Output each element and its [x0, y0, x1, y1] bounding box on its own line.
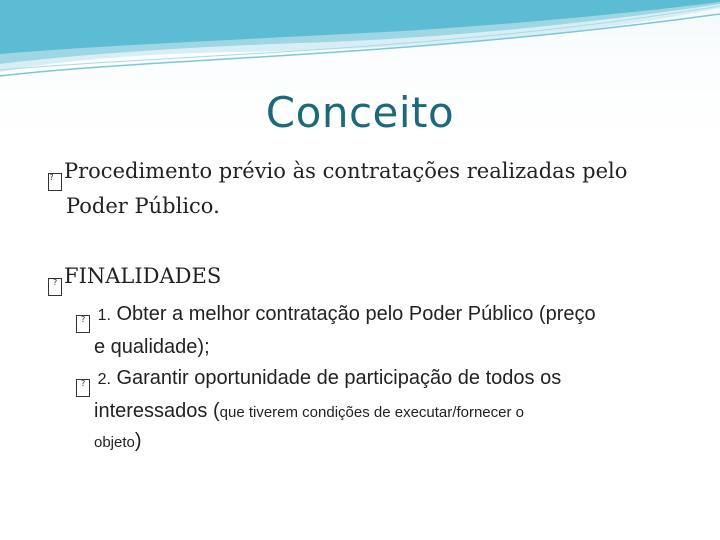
missing-glyph-box-icon: ?	[48, 278, 62, 296]
item1-number: 1.	[97, 307, 111, 324]
item1-line1: Obter a melhor contratação pelo Poder Público (preço	[116, 303, 596, 325]
item2-number: 2.	[97, 371, 111, 388]
item2-paren-open: (	[212, 400, 220, 422]
finalidades-heading: FINALIDADES	[64, 264, 222, 288]
paragraph1-line1: Procedimento prévio às contratações realizadas pelo	[64, 159, 628, 183]
item2-line3-small: objeto	[94, 434, 135, 451]
list-item-1	[76, 300, 672, 362]
missing-glyph-box-icon: ?	[48, 173, 62, 191]
item2-line3	[76, 427, 672, 457]
item1-line2: e qualidade);	[94, 336, 210, 358]
paragraph1-line2: Poder Público.	[66, 194, 220, 218]
slide-title: Conceito	[265, 88, 455, 137]
paragraph-procedimento	[48, 156, 672, 222]
list-item-2	[76, 364, 672, 457]
header-wave-decoration	[0, 0, 720, 90]
missing-glyph-box-icon: ?	[76, 379, 90, 397]
item2-paren-close: )	[134, 430, 142, 452]
item2-line2	[76, 397, 672, 427]
paragraph-finalidades	[48, 262, 668, 296]
missing-glyph-box-icon: ?	[76, 315, 90, 333]
item2-line2-small: que tiverem condições de executar/fornecer o	[219, 404, 524, 421]
item2-line2-main: interessados	[94, 400, 208, 422]
item2-line1: Garantir oportunidade de participação de todos os	[116, 367, 562, 389]
